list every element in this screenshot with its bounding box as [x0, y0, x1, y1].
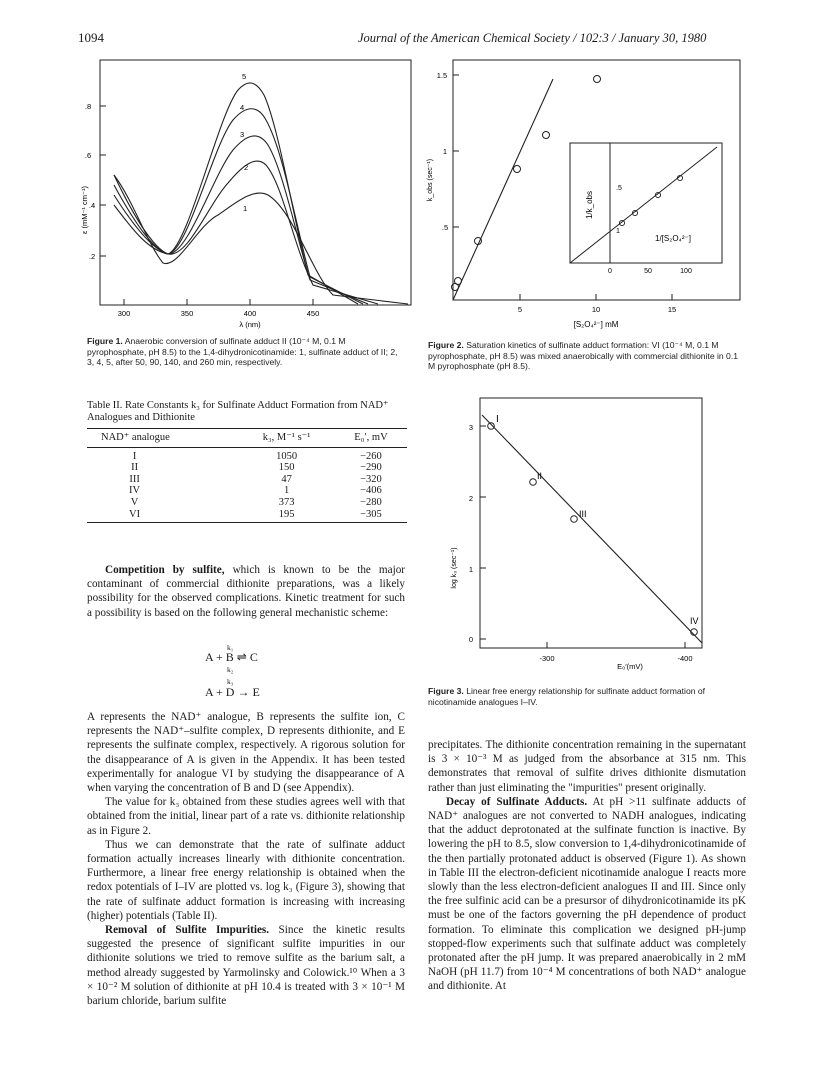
table-cell: −320 [360, 473, 382, 485]
table-cell: IV [129, 485, 141, 497]
caption-label: Figure 3. [428, 686, 464, 696]
fig2-ytick: 1.5 [436, 71, 448, 80]
fig3-point-label: III [579, 509, 587, 519]
journal-header: Journal of the American Chemical Society / 102:3 / January 30, 1980 [358, 31, 707, 45]
paragraph: At pH >11 sulfinate adducts of NAD⁺ analogues are not converted to NADH analogues, indicating that the adduct deprotonated at the sulfinate function is inactive. By lowering the pH to 8.5, slow conversion to 1,4-dihydronicotinamide of the then partially protonated adduct is observed (Figure 1). As shown in Table III the electron-deficient nicotinamide analogue I reacts more slowly than the less electron-deficient analogues II and III. Since only the free sulfinic acid can be a presursor of dihydronicotinamide its pK must be one of the factors governing the pH dependence of product formation. To eliminate this complication we designed pH-jump stopped-flow experiments such that sulfinate adduct was completely protonated after the pH jump. It was prepared anaerobically in 2 mM NaOH (pH 11.7) from 10⁻⁴ M concentrations of both NAD⁺ analogue and dithionite. At [428, 795, 746, 993]
fig2-point [514, 166, 521, 173]
fig3-xtick: -300 [539, 654, 555, 663]
fig3-point-II [530, 479, 537, 486]
fig1-curve-1 [114, 175, 408, 304]
paragraph: The value for k₃ obtained from these studies agrees well with that obtained from the initial, linear part of a rate vs. dithionite relationship as in Figure 2. [87, 796, 405, 837]
figure2-caption [428, 340, 746, 372]
fig3-ytick: 0 [468, 635, 474, 644]
scheme-k2: k₂ [227, 665, 234, 674]
figure1-plot [78, 55, 423, 335]
section-heading: Removal of Sulfite Impurities. [105, 924, 270, 937]
table-row [87, 485, 407, 497]
fig1-ytick: .2 [88, 252, 96, 261]
scheme-line2: A + D → E [205, 685, 260, 699]
fig1-curve-label: 3 [240, 130, 245, 139]
fig3-fit-line [482, 415, 702, 643]
table-cell: −280 [360, 496, 382, 508]
table-header: k₃, M⁻¹ s⁻¹ [238, 429, 335, 448]
fig1-ytick: .8 [84, 102, 92, 111]
caption-text: Anaerobic conversion of sulfinate adduct II (10⁻⁴ M, 0.1 M pyrophosphate, pH 8.5) to the 1,4-dihydronicotinamide: 1, sulfinate adduct of II; 2, 3, 4, 5, after 50, 90, 140, and 260 min, respectively. [87, 336, 398, 368]
fig2-ylabel: k_obs (sec⁻¹) [427, 158, 434, 202]
fig1-curve-2 [114, 161, 378, 304]
table-cell: 47 [281, 473, 292, 485]
figure3-plot [440, 393, 730, 678]
left-column-text [87, 563, 405, 620]
fig2-inset-ytick: 1 [616, 228, 620, 235]
fig1-xtick: 400 [243, 309, 257, 318]
fig2-point [455, 278, 462, 285]
table-cell: 150 [278, 462, 295, 474]
table-row [87, 447, 407, 462]
fig2-point [594, 76, 601, 83]
fig1-ylabel: ε (mM⁻¹ cm⁻¹) [80, 186, 89, 234]
fig1-ytick: .6 [84, 151, 92, 160]
fig2-inset-xlabel: 1/[S₂O₄²⁻] [655, 234, 691, 243]
table-cell: II [131, 462, 139, 474]
fig3-xlabel: E₀′(mV) [617, 662, 643, 671]
figure1-caption [87, 336, 407, 368]
fig1-curve-4 [114, 109, 363, 304]
table-cell: 1 [283, 485, 290, 497]
caption-label: Figure 2. [428, 340, 464, 350]
fig1-ytick: .4 [88, 201, 96, 210]
fig2-xlabel: [S₂O₄²⁻] mM [573, 320, 619, 329]
figure3-frame [480, 398, 702, 648]
fig1-curve-label: 1 [243, 204, 248, 213]
fig2-ytick: 1 [442, 147, 448, 156]
fig1-curve-label: 5 [242, 72, 247, 81]
paragraph: which is known to be the major contaminant of commercial dithionite preparations, was a likely possibility for the observed complications. Kinetic treatment for such a possibility is based on the following general mechanistic scheme: [87, 564, 406, 619]
fig1-curve-3 [114, 136, 368, 304]
fig3-ytick: 2 [468, 494, 474, 503]
table-row [87, 474, 407, 486]
fig1-xtick: 350 [180, 309, 194, 318]
table-cell: III [129, 473, 140, 485]
scheme-k1: k₁ [227, 643, 234, 652]
table-row [87, 462, 407, 474]
section-heading: Decay of Sulfinate Adducts. [446, 795, 588, 808]
table-cell: −260 [360, 450, 382, 462]
fig2-xtick: 15 [667, 305, 677, 314]
table-row [87, 509, 407, 523]
table-header: NAD⁺ analogue [87, 429, 238, 448]
scheme-line1: A + B ⇌ C [205, 650, 258, 664]
fig2-point [543, 132, 550, 139]
fig1-xtick: 300 [117, 309, 131, 318]
table2-title: Table II. Rate Constants k₃ for Sulfinate Adduct Formation from NAD⁺ Analogues and Dithionite [87, 400, 389, 423]
fig1-curve-label: 4 [240, 103, 245, 112]
table-cell: −406 [360, 485, 382, 497]
caption-label: Figure 1. [87, 336, 123, 346]
caption-text: Linear free energy relationship for sulfinate adduct formation of nicotinamide analogues I–IV. [428, 686, 706, 707]
figure2-plot [420, 55, 750, 345]
fig2-ytick: .5 [441, 223, 449, 232]
fig2-inset-ytick: .5 [616, 185, 622, 192]
fig3-point-III [571, 516, 578, 523]
paragraph: Since the kinetic results suggested the presence of significant sulfite impurities in our dithionite solutions we tried to remove sulfite as the barium salt, a method already suggested by Yarmolinsky and Colowick.¹⁰ When a 3 × 10⁻² M solution of dithionite at pH 10.4 is treated with 3 × 10⁻¹ M barium chloride, barium sulfite [87, 924, 405, 1008]
section-heading: Competition by sulfite, [105, 564, 225, 576]
table-cell: −305 [335, 509, 407, 523]
fig2-inset-xtick: 0 [608, 268, 612, 275]
fig3-ylabel: log k₃ (sec⁻¹) [451, 547, 458, 589]
table-cell: 195 [238, 509, 335, 523]
table2-body [87, 447, 407, 523]
fig3-point-label: II [537, 471, 543, 481]
table2 [87, 428, 407, 523]
caption-text: Saturation kinetics of sulfinate adduct formation: VI (10⁻⁴ M, 0.1 M pyrophosphate, pH 8.5) was mixed anaerobically with commercial dithionite in 0.1 M pyrophosphate (pH 8.5). [428, 340, 739, 372]
fig2-inset-xtick: 100 [680, 268, 692, 275]
table-cell: 1050 [276, 450, 298, 462]
fig3-point-label: IV [690, 616, 699, 626]
left-column-text-2 [87, 710, 405, 1008]
fig3-ytick: 3 [468, 423, 474, 432]
figure1-frame [100, 60, 411, 305]
fig1-xtick: 450 [306, 309, 320, 318]
right-column-text [428, 738, 746, 994]
fig2-fit-line [453, 79, 553, 300]
table-cell: V [130, 496, 139, 508]
fig2-xtick: 5 [517, 305, 523, 314]
table-cell: 373 [278, 496, 295, 508]
page-number: 1094 [78, 30, 104, 45]
paragraph: A represents the NAD⁺ analogue, B represents the sulfite ion, C represents the NAD⁺–sulfite complex, D represents dithionite, and E represents the sulfinate complex, respectively. A rigorous solution for the disappearance of A is given in the Appendix. It has been tested experimentally for analogue VI by studying the disappearance of A when varying the concentration of B and D (see Appendix). [87, 711, 405, 795]
fig3-xtick: -400 [677, 654, 693, 663]
mechanistic-scheme [205, 643, 325, 703]
table-cell: VI [87, 509, 238, 523]
paragraph: Thus we can demonstrate that the rate of sulfinate adduct formation actually increases linearly with dithionite concentration. Furthermore, a linear free energy relationship is obtained when the redox potentials of I–IV are plotted vs. log k₃ (Figure 3), showing that the rate of sulfinate adduct formation is increasing with increasing (higher) potentials (Table II). [87, 838, 405, 922]
table-header: E₀′, mV [335, 429, 407, 448]
scheme-k3: k₃ [227, 677, 234, 686]
fig1-curve-label: 2 [244, 163, 249, 172]
fig2-inset-ylabel: 1/k_obs [585, 190, 594, 220]
figure3-caption [428, 686, 746, 707]
fig2-xtick: 10 [591, 305, 601, 314]
fig1-xlabel: λ (nm) [239, 320, 261, 329]
paragraph: precipitates. The dithionite concentration remaining in the supernatant is 3 × 10⁻³ M as judged from the absorbance at 315 nm. This demonstrates that removal of sulfite drives dithionite dismutation rather than just eliminating the "impurities" present originally. [428, 739, 746, 794]
table-row [87, 497, 407, 509]
table-cell: −290 [360, 462, 382, 474]
fig3-point-label: I [496, 414, 499, 425]
table-cell: I [132, 450, 137, 462]
fig2-inset-xtick: 50 [644, 268, 652, 275]
fig3-ytick: 1 [468, 565, 474, 574]
